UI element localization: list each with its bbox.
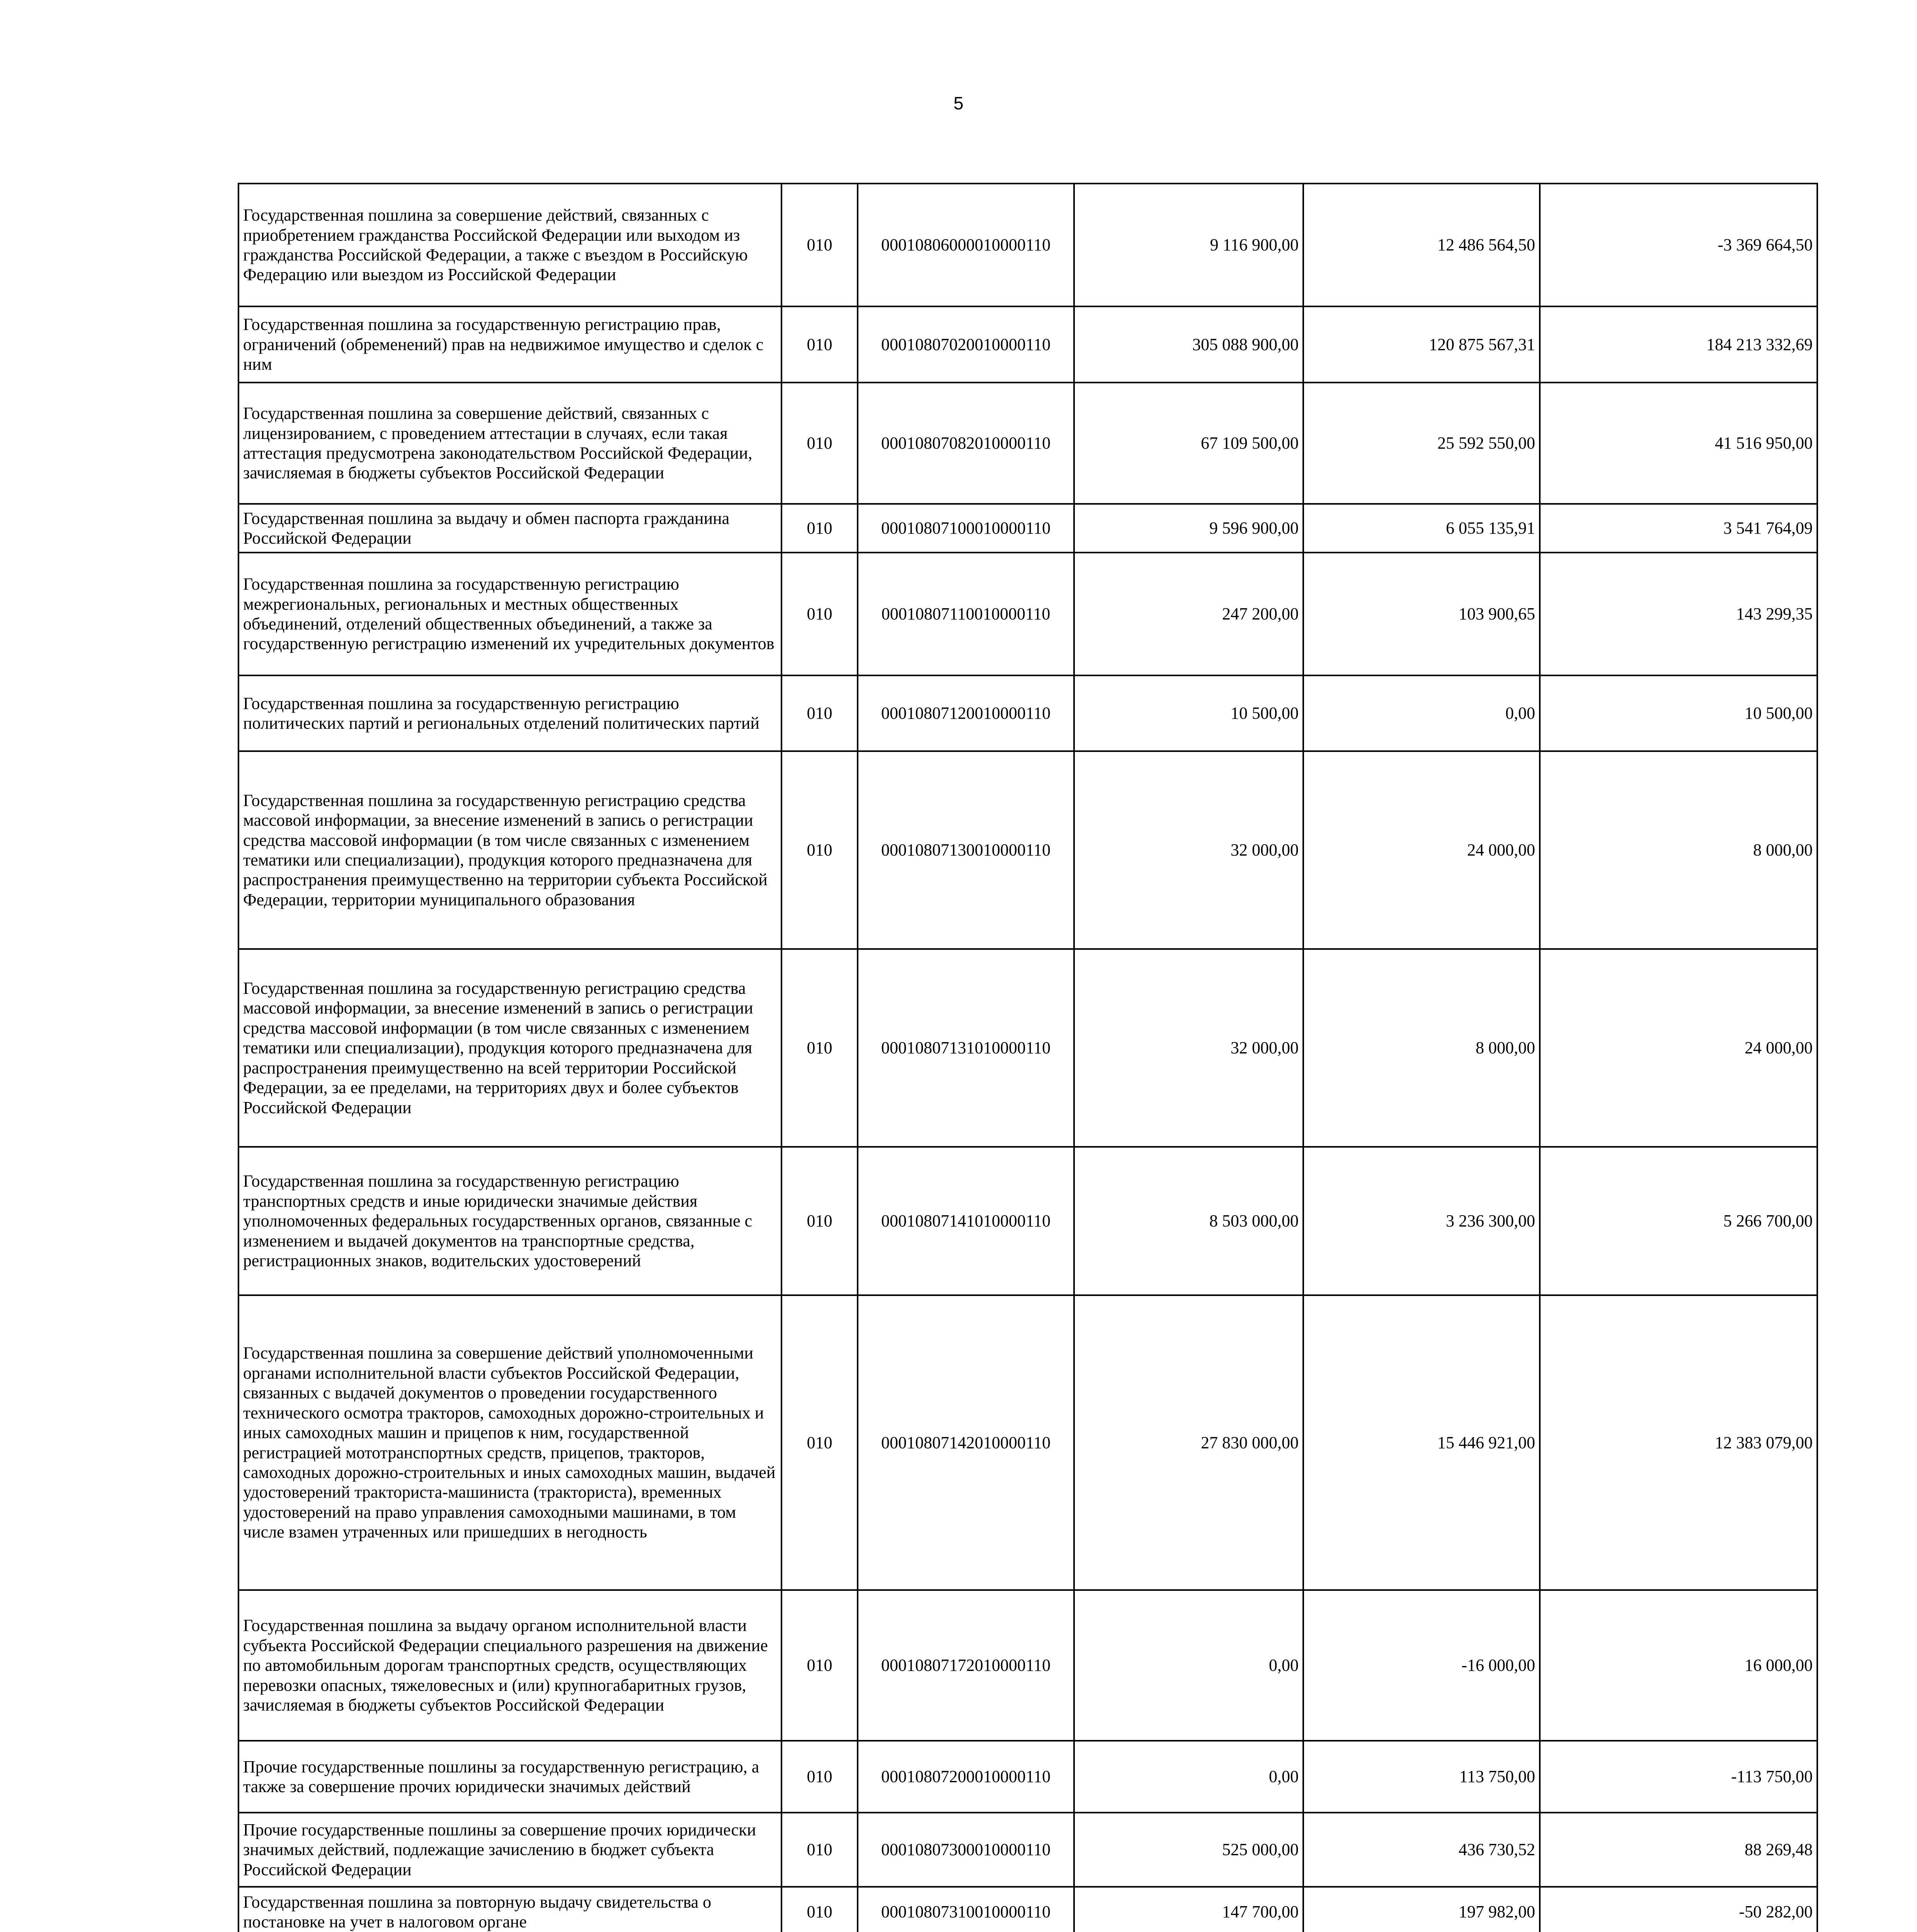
row-plan: 9 596 900,00 <box>1074 504 1303 553</box>
row-kbk: 00010807310010000110 <box>858 1887 1074 1932</box>
row-fact: 15 446 921,00 <box>1303 1295 1540 1590</box>
row-code: 010 <box>781 1295 858 1590</box>
row-fact: 120 875 567,31 <box>1303 306 1540 383</box>
row-kbk: 00010807082010000110 <box>858 383 1074 504</box>
table-row <box>238 751 1817 949</box>
row-remainder: 3 541 764,09 <box>1540 504 1817 553</box>
row-fact: 8 000,00 <box>1303 949 1540 1147</box>
row-name: Государственная пошлина за совершение действий уполномоченными органами исполнительной власти субъектов Российской Федерации, связанных с выдачей документов о проведении государственного технического осмотра тракторов, самоходных дорожно-строительных и иных самоходных машин и прицепов к ним, государственной регистрацией мототранспортных средств, прицепов, тракторов, самоходных дорожно-строительных и иных самоходных машин, выдачей удостоверений тракториста-машиниста (тракториста), временных удостоверений на право управления самоходными машинами, в том числе взамен утраченных или пришедших в негодность <box>238 1295 781 1590</box>
row-kbk: 00010807172010000110 <box>858 1590 1074 1741</box>
row-remainder: -3 369 664,50 <box>1540 184 1817 306</box>
revenue-table <box>238 183 1818 1932</box>
row-kbk: 00010807110010000110 <box>858 553 1074 675</box>
table-row <box>238 1813 1817 1887</box>
row-name: Государственная пошлина за государственную регистрацию средства массовой информации, за внесение изменений в запись о регистрации средства массовой информации (в том числе связанных с изменением тематики или специализации), продукция которого предназначена для распространения преимущественно на территории субъекта Российской Федерации, территории муниципального образования <box>238 751 781 949</box>
table-row <box>238 553 1817 675</box>
row-code: 010 <box>781 1741 858 1813</box>
row-name: Государственная пошлина за совершение действий, связанных с приобретением гражданства Российской Федерации или выходом из гражданства Российской Федерации, а также с въездом в Российскую Федерацию или выездом из Российской Федерации <box>238 184 781 306</box>
row-kbk: 00010807130010000110 <box>858 751 1074 949</box>
row-fact: 197 982,00 <box>1303 1887 1540 1932</box>
row-plan: 525 000,00 <box>1074 1813 1303 1887</box>
row-name: Государственная пошлина за выдачу органом исполнительной власти субъекта Российской Федерации специального разрешения на движение по автомобильным дорогам транспортных средств, осуществляющих перевозки опасных, тяжеловесных и (или) крупногабаритных грузов, зачисляемая в бюджеты субъектов Российской Федерации <box>238 1590 781 1741</box>
row-code: 010 <box>781 184 858 306</box>
row-kbk: 00010807200010000110 <box>858 1741 1074 1813</box>
row-name: Государственная пошлина за государственную регистрацию транспортных средств и иные юридически значимые действия уполномоченных федеральных государственных органов, связанные с изменением и выдачей документов на транспортные средства, регистрационных знаков, водительских удостоверений <box>238 1147 781 1295</box>
row-fact: 436 730,52 <box>1303 1813 1540 1887</box>
row-name: Государственная пошлина за совершение действий, связанных с лицензированием, с проведением аттестации в случаях, если такая аттестация предусмотрена законодательством Российской Федерации, зачисляемая в бюджеты субъектов Российской Федерации <box>238 383 781 504</box>
row-fact: 103 900,65 <box>1303 553 1540 675</box>
row-plan: 27 830 000,00 <box>1074 1295 1303 1590</box>
row-code: 010 <box>781 1813 858 1887</box>
row-kbk: 00010807300010000110 <box>858 1813 1074 1887</box>
row-name: Государственная пошлина за государственную регистрацию прав, ограничений (обременений) прав на недвижимое имущество и сделок с ним <box>238 306 781 383</box>
row-code: 010 <box>781 553 858 675</box>
row-name: Прочие государственные пошлины за государственную регистрацию, а также за совершение прочих юридически значимых действий <box>238 1741 781 1813</box>
row-plan: 32 000,00 <box>1074 751 1303 949</box>
row-fact: 0,00 <box>1303 675 1540 751</box>
table-row <box>238 1590 1817 1741</box>
row-name: Прочие государственные пошлины за совершение прочих юридически значимых действий, подлежащие зачислению в бюджет субъекта Российской Федерации <box>238 1813 781 1887</box>
row-kbk: 00010807141010000110 <box>858 1147 1074 1295</box>
page-number: 5 <box>953 93 964 113</box>
row-fact: 3 236 300,00 <box>1303 1147 1540 1295</box>
row-code: 010 <box>781 949 858 1147</box>
row-fact: 25 592 550,00 <box>1303 383 1540 504</box>
table-row <box>238 1147 1817 1295</box>
row-remainder: 12 383 079,00 <box>1540 1295 1817 1590</box>
row-code: 010 <box>781 504 858 553</box>
row-remainder: 24 000,00 <box>1540 949 1817 1147</box>
row-remainder: 16 000,00 <box>1540 1590 1817 1741</box>
row-plan: 9 116 900,00 <box>1074 184 1303 306</box>
row-fact: 6 055 135,91 <box>1303 504 1540 553</box>
row-remainder: -113 750,00 <box>1540 1741 1817 1813</box>
table-row <box>238 504 1817 553</box>
row-fact: 24 000,00 <box>1303 751 1540 949</box>
row-plan: 67 109 500,00 <box>1074 383 1303 504</box>
table-row <box>238 184 1817 306</box>
row-remainder: 184 213 332,69 <box>1540 306 1817 383</box>
table-row <box>238 1741 1817 1813</box>
row-kbk: 00010807020010000110 <box>858 306 1074 383</box>
row-code: 010 <box>781 1590 858 1741</box>
row-plan: 147 700,00 <box>1074 1887 1303 1932</box>
table-row <box>238 1295 1817 1590</box>
row-kbk: 00010807142010000110 <box>858 1295 1074 1590</box>
row-plan: 247 200,00 <box>1074 553 1303 675</box>
table-row <box>238 1887 1817 1932</box>
row-name: Государственная пошлина за государственную регистрацию средства массовой информации, за внесение изменений в запись о регистрации средства массовой информации (в том числе связанных с изменением тематики или специализации), продукция которого предназначена для распространения преимущественно на всей территории Российской Федерации, за ее пределами, на территориях двух и более субъектов Российской Федерации <box>238 949 781 1147</box>
row-remainder: 143 299,35 <box>1540 553 1817 675</box>
row-remainder: -50 282,00 <box>1540 1887 1817 1932</box>
row-fact: 113 750,00 <box>1303 1741 1540 1813</box>
row-code: 010 <box>781 675 858 751</box>
row-remainder: 10 500,00 <box>1540 675 1817 751</box>
row-name: Государственная пошлина за государственную регистрацию политических партий и региональных отделений политических партий <box>238 675 781 751</box>
row-remainder: 8 000,00 <box>1540 751 1817 949</box>
row-plan: 8 503 000,00 <box>1074 1147 1303 1295</box>
row-remainder: 88 269,48 <box>1540 1813 1817 1887</box>
row-plan: 305 088 900,00 <box>1074 306 1303 383</box>
row-plan: 32 000,00 <box>1074 949 1303 1147</box>
row-name: Государственная пошлина за выдачу и обмен паспорта гражданина Российской Федерации <box>238 504 781 553</box>
row-remainder: 5 266 700,00 <box>1540 1147 1817 1295</box>
row-kbk: 00010807100010000110 <box>858 504 1074 553</box>
row-plan: 10 500,00 <box>1074 675 1303 751</box>
row-code: 010 <box>781 383 858 504</box>
row-name: Государственная пошлина за повторную выдачу свидетельства о постановке на учет в налоговом органе <box>238 1887 781 1932</box>
row-code: 010 <box>781 1147 858 1295</box>
row-code: 010 <box>781 306 858 383</box>
row-fact: -16 000,00 <box>1303 1590 1540 1741</box>
row-kbk: 00010807131010000110 <box>858 949 1074 1147</box>
row-code: 010 <box>781 1887 858 1932</box>
row-remainder: 41 516 950,00 <box>1540 383 1817 504</box>
row-plan: 0,00 <box>1074 1590 1303 1741</box>
table-row <box>238 383 1817 504</box>
row-code: 010 <box>781 751 858 949</box>
table-row <box>238 306 1817 383</box>
row-kbk: 00010807120010000110 <box>858 675 1074 751</box>
row-plan: 0,00 <box>1074 1741 1303 1813</box>
row-name: Государственная пошлина за государственную регистрацию межрегиональных, региональных и местных общественных объединений, отделений общественных объединений, а также за государственную регистрацию изменений их учредительных документов <box>238 553 781 675</box>
row-fact: 12 486 564,50 <box>1303 184 1540 306</box>
table-row <box>238 949 1817 1147</box>
row-kbk: 00010806000010000110 <box>858 184 1074 306</box>
table-row <box>238 675 1817 751</box>
